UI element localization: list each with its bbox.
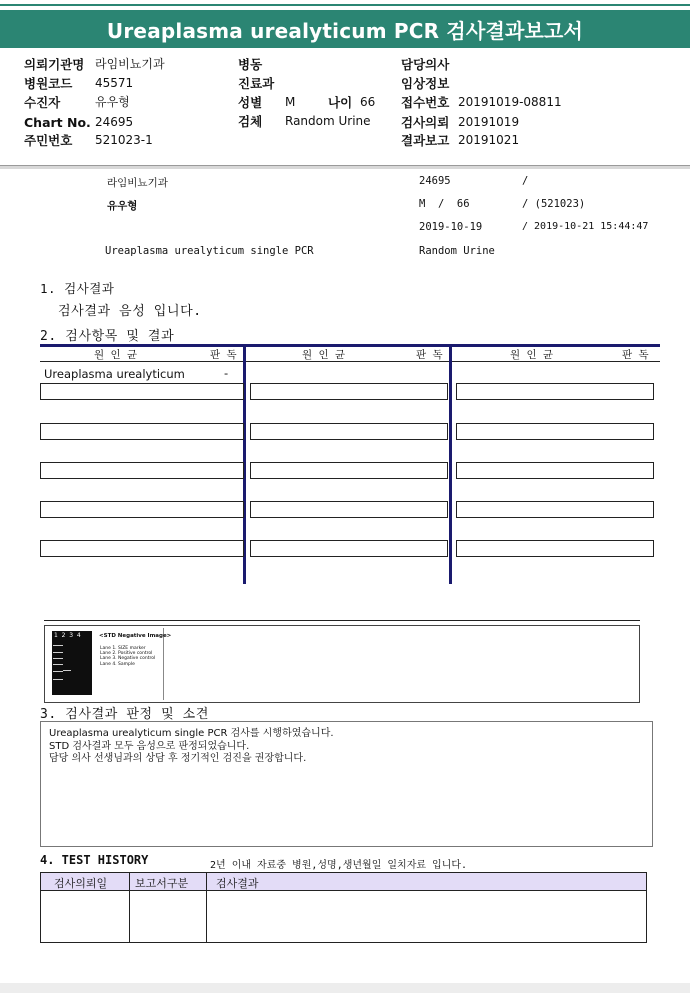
section4-note: 2년 이내 자료중 병원,성명,생년월일 일치자료 입니다. bbox=[210, 860, 468, 871]
empty-cell bbox=[250, 383, 448, 400]
history-header-rule bbox=[40, 890, 647, 891]
header-sex: 성별 bbox=[238, 95, 263, 110]
empty-cell bbox=[40, 540, 244, 557]
header-chart-no: Chart No. bbox=[24, 115, 91, 130]
gel-legend bbox=[100, 646, 155, 667]
empty-cell bbox=[40, 383, 244, 400]
history-col-request-date: 검사의뢰일 bbox=[54, 877, 108, 890]
header-age: 나이 bbox=[328, 95, 353, 110]
col-head-judgement-2: 판 독 bbox=[416, 349, 443, 361]
history-col-result: 검사결과 bbox=[216, 877, 259, 890]
header-patient: 수진자 bbox=[24, 95, 61, 110]
gel-legend-line: Lane 1. SIZE marker bbox=[100, 646, 146, 651]
empty-cell bbox=[456, 423, 654, 440]
header-clinical-info: 임상정보 bbox=[401, 76, 450, 91]
gel-band bbox=[53, 679, 63, 680]
gel-legend-line: Lane 2. Positive control bbox=[100, 651, 153, 657]
header-sex-value: M bbox=[285, 95, 296, 109]
section2-heading: 2. 검사항목 및 결과 bbox=[40, 329, 175, 344]
summary-chart-no: 24695 bbox=[419, 175, 451, 187]
header-hospital-code: 병원코드 bbox=[24, 76, 73, 91]
grid-divider-2 bbox=[449, 344, 452, 584]
summary-test-name: Ureaplasma urealyticum single PCR bbox=[105, 245, 314, 257]
header-request-date: 검사의뢰 bbox=[401, 115, 450, 130]
header-request-date-value: 20191019 bbox=[458, 115, 520, 129]
gel-band bbox=[53, 652, 63, 653]
header-specimen-value: Random Urine bbox=[285, 114, 371, 128]
header-institution: 의뢰기관명 bbox=[24, 57, 85, 72]
history-col-divider bbox=[129, 872, 130, 943]
summary-sex-age: M / 66 bbox=[419, 198, 470, 210]
header-receipt-no-value: 20191019-08811 bbox=[458, 95, 562, 109]
footer-bar bbox=[0, 983, 690, 993]
result-item-name: Ureaplasma urealyticum bbox=[44, 367, 185, 381]
summary-slash: / bbox=[522, 175, 529, 187]
summary-institution: 라임비뇨기과 bbox=[107, 177, 168, 189]
gel-band bbox=[53, 671, 63, 672]
header-doctor: 담당의사 bbox=[401, 57, 450, 72]
gel-band bbox=[63, 670, 71, 671]
header-hospital-code-value: 45571 bbox=[95, 76, 134, 90]
gel-image bbox=[52, 631, 92, 695]
summary-patient: 유우형 bbox=[107, 200, 138, 212]
empty-cell bbox=[40, 423, 244, 440]
gel-legend-line: Lane 3. Negative control bbox=[100, 656, 156, 662]
report-title: Ureaplasma urealyticum PCR 검사결과보고서 bbox=[0, 10, 690, 48]
header-patient-value: 유우형 bbox=[95, 95, 130, 109]
history-col-report-type: 보고서구분 bbox=[135, 877, 189, 890]
col-head-judgement-1: 판 독 bbox=[210, 349, 237, 361]
header-report-date-value: 20191021 bbox=[458, 133, 520, 147]
gel-band bbox=[53, 664, 63, 665]
opinion-line: 담당 의사 선생님과의 상담 후 정기적인 검진을 권장합니다. bbox=[49, 753, 307, 764]
header-resident-no: 주민번호 bbox=[24, 133, 73, 148]
col-head-judgement-3: 판 독 bbox=[622, 349, 649, 361]
gel-legend-title: <STD Negative Image> bbox=[99, 633, 172, 639]
gel-lane-numbers: 1 2 3 4 bbox=[54, 632, 81, 639]
gel-band bbox=[53, 645, 63, 646]
summary-specimen: Random Urine bbox=[419, 245, 495, 257]
gel-band bbox=[53, 658, 63, 659]
history-header-row bbox=[41, 873, 646, 890]
summary-request-date: 2019-10-19 bbox=[419, 221, 483, 233]
empty-cell bbox=[250, 462, 448, 479]
empty-cell bbox=[250, 540, 448, 557]
summary-report-datetime: / 2019-10-21 15:44:47 bbox=[522, 221, 649, 232]
col-head-organism-1: 원 인 균 bbox=[94, 349, 138, 361]
header-age-value: 66 bbox=[360, 95, 376, 109]
opinion-line: Ureaplasma urealyticum single PCR 검사를 시행하였습니다. bbox=[49, 728, 334, 739]
header-shadow bbox=[0, 166, 690, 169]
header-resident-no-value: 521023-1 bbox=[95, 133, 153, 147]
empty-cell bbox=[456, 501, 654, 518]
col-head-organism-3: 원 인 균 bbox=[510, 349, 554, 361]
empty-cell bbox=[456, 462, 654, 479]
empty-cell bbox=[456, 540, 654, 557]
result-item-value: - bbox=[224, 366, 229, 380]
header-receipt-no: 접수번호 bbox=[401, 95, 450, 110]
section1-heading: 1. 검사결과 bbox=[40, 281, 115, 296]
header-report-date: 결과보고 bbox=[401, 133, 450, 148]
summary-id-part: / (521023) bbox=[522, 198, 586, 210]
empty-cell bbox=[40, 462, 244, 479]
header-specimen: 검체 bbox=[238, 114, 263, 129]
history-col-divider bbox=[206, 872, 207, 943]
empty-cell bbox=[250, 501, 448, 518]
header-department: 진료과 bbox=[238, 76, 275, 91]
empty-cell bbox=[40, 501, 244, 518]
section3-heading: 3. 검사결과 판정 및 소견 bbox=[40, 707, 209, 722]
gel-legend-line: Lane 4. Sample bbox=[100, 661, 135, 667]
empty-cell bbox=[250, 423, 448, 440]
section4-heading: 4. TEST HISTORY bbox=[40, 853, 149, 867]
gel-separator bbox=[44, 620, 640, 621]
header-chart-no-value: 24695 bbox=[95, 115, 134, 129]
section1-result-text: 검사결과 음성 입니다. bbox=[58, 304, 202, 319]
header-institution-value: 라임비뇨기과 bbox=[95, 57, 165, 71]
opinion-text bbox=[49, 728, 334, 766]
empty-cell bbox=[456, 383, 654, 400]
header-ward: 병동 bbox=[238, 57, 263, 72]
opinion-line: STD 검사결과 모두 음성으로 판정되었습니다. bbox=[49, 740, 250, 752]
col-head-organism-2: 원 인 균 bbox=[302, 349, 346, 361]
top-accent-rule bbox=[0, 4, 690, 6]
